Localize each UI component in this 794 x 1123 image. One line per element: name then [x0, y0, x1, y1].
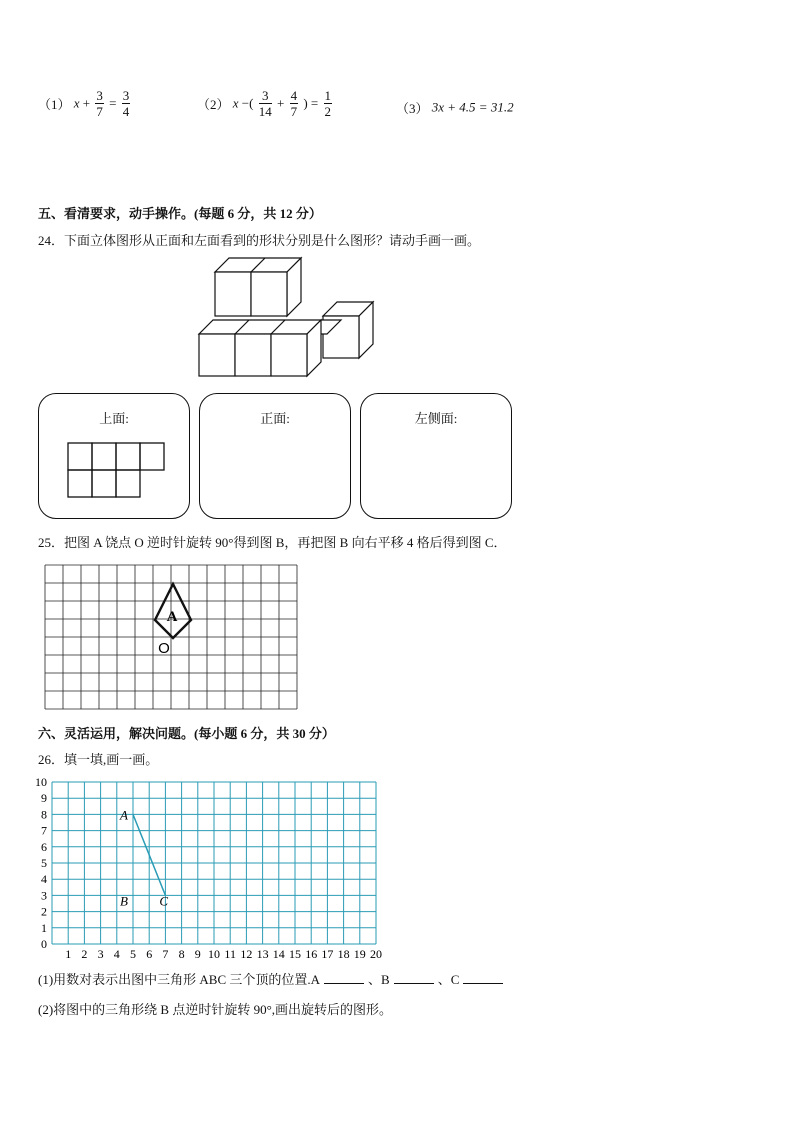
equation-3-expr: 3x + 4.5 = 31.2: [431, 99, 514, 115]
x-tick-label: 6: [146, 947, 153, 961]
x-tick-label: 16: [305, 947, 318, 961]
equation-1: [38, 88, 132, 119]
y-tick-label: 4: [41, 872, 47, 887]
top-view-drawing: [67, 442, 169, 498]
x-tick-label: 15: [289, 947, 301, 961]
coordinate-grid: [34, 772, 384, 962]
sub-question-1-b: 、B: [368, 972, 390, 987]
view-card-front[interactable]: [199, 393, 351, 519]
sub-question-2: (2)将图中的三角形绕 B 点逆时针旋转 90°,画出旋转后的图形。: [38, 1002, 393, 1017]
point-c-label: C: [159, 893, 169, 909]
x-tick-label: 13: [256, 947, 269, 961]
y-tick-label: 5: [41, 856, 47, 870]
answer-blank-c[interactable]: [463, 971, 503, 984]
view-card-top[interactable]: [38, 393, 190, 519]
y-tick-label: 10: [35, 775, 47, 789]
view-card-left-title: 左侧面:: [414, 411, 458, 426]
view-card-left[interactable]: [360, 393, 512, 519]
x-tick-label: 10: [208, 947, 220, 961]
x-tick-label: 20: [370, 947, 382, 961]
x-tick-label: 1: [65, 947, 72, 961]
y-tick-label: 6: [41, 839, 47, 854]
question-24: 24．下面立体图形从正面和左面看到的形状分别是什么图形？请动手画一画。: [38, 233, 481, 248]
equation-2: [197, 88, 334, 119]
fraction: $\frac{3}{4}$: [122, 88, 130, 119]
x-tick-label: 9: [194, 947, 201, 961]
x-tick-label: 4: [113, 947, 120, 961]
equation-2-op: −(: [241, 95, 254, 111]
sub-question-1-text: (1)用数对表示出图中三角形 ABC 三个顶的位置.A: [38, 972, 321, 987]
y-tick-label: 0: [41, 937, 47, 951]
section-5-heading: 五、看清要求，动手操作。(每题 6 分，共 12 分）: [38, 206, 322, 221]
x-tick-label: 2: [81, 947, 88, 961]
y-tick-label: 9: [41, 791, 47, 806]
x-tick-label: 3: [97, 947, 104, 961]
close-paren: ): [303, 95, 308, 111]
equation-1-label: （1）: [38, 97, 71, 112]
answer-blank-b[interactable]: [394, 971, 434, 984]
cube-stack-figure: [195, 252, 380, 380]
view-card-top-title: 上面:: [99, 411, 129, 426]
x-tick-label: 14: [272, 947, 285, 961]
answer-blank-a[interactable]: [324, 971, 364, 984]
section-6-heading: 六、灵活运用，解决问题。(每小题 6 分，共 30 分）: [38, 726, 335, 741]
equation-1-var: x: [73, 95, 80, 111]
point-o-label: O: [158, 640, 170, 657]
fraction: $\frac{4}{7}$: [290, 88, 298, 119]
fraction: $\frac{1}{2}$: [324, 88, 331, 119]
question-26: 26．填一填,画一画。: [38, 752, 159, 767]
equation-3-label: （3）: [396, 101, 429, 116]
x-tick-label: 19: [353, 947, 366, 961]
y-tick-label: 3: [41, 888, 47, 903]
y-tick-label: 8: [41, 807, 47, 822]
rotation-grid: [44, 564, 300, 710]
y-tick-label: 7: [41, 823, 47, 838]
x-tick-label: 11: [224, 947, 236, 961]
sub-question-1-c: 、C: [437, 972, 460, 987]
equals-sign: =: [310, 95, 319, 111]
fraction: $\frac{3}{14}$: [258, 88, 272, 119]
equation-1-op: +: [82, 95, 91, 111]
y-tick-label: 2: [41, 904, 47, 919]
x-tick-label: 17: [321, 947, 334, 961]
equation-3: [396, 98, 514, 117]
fraction: $\frac{3}{7}$: [96, 88, 103, 119]
y-tick-label: 1: [41, 920, 47, 935]
plus-sign: +: [276, 95, 285, 111]
shape-a-label: A: [166, 609, 178, 625]
x-tick-label: 7: [162, 947, 169, 961]
equals-sign: =: [109, 95, 117, 111]
view-card-front-title: 正面:: [260, 411, 290, 426]
x-tick-label: 5: [130, 947, 136, 961]
x-tick-label: 8: [178, 947, 185, 961]
x-tick-label: 18: [337, 947, 350, 961]
equation-2-label: （2）: [197, 97, 230, 112]
question-25: 25．把图 A 饶点 O 逆时针旋转 90°得到图 B，再把图 B 向右平移 4 格后得到图 C．: [38, 535, 507, 550]
point-a-label: A: [120, 807, 128, 823]
point-b-label: B: [120, 893, 128, 909]
x-tick-label: 12: [240, 947, 253, 961]
sub-question-1: [38, 969, 507, 988]
equation-2-var: x: [232, 95, 239, 111]
